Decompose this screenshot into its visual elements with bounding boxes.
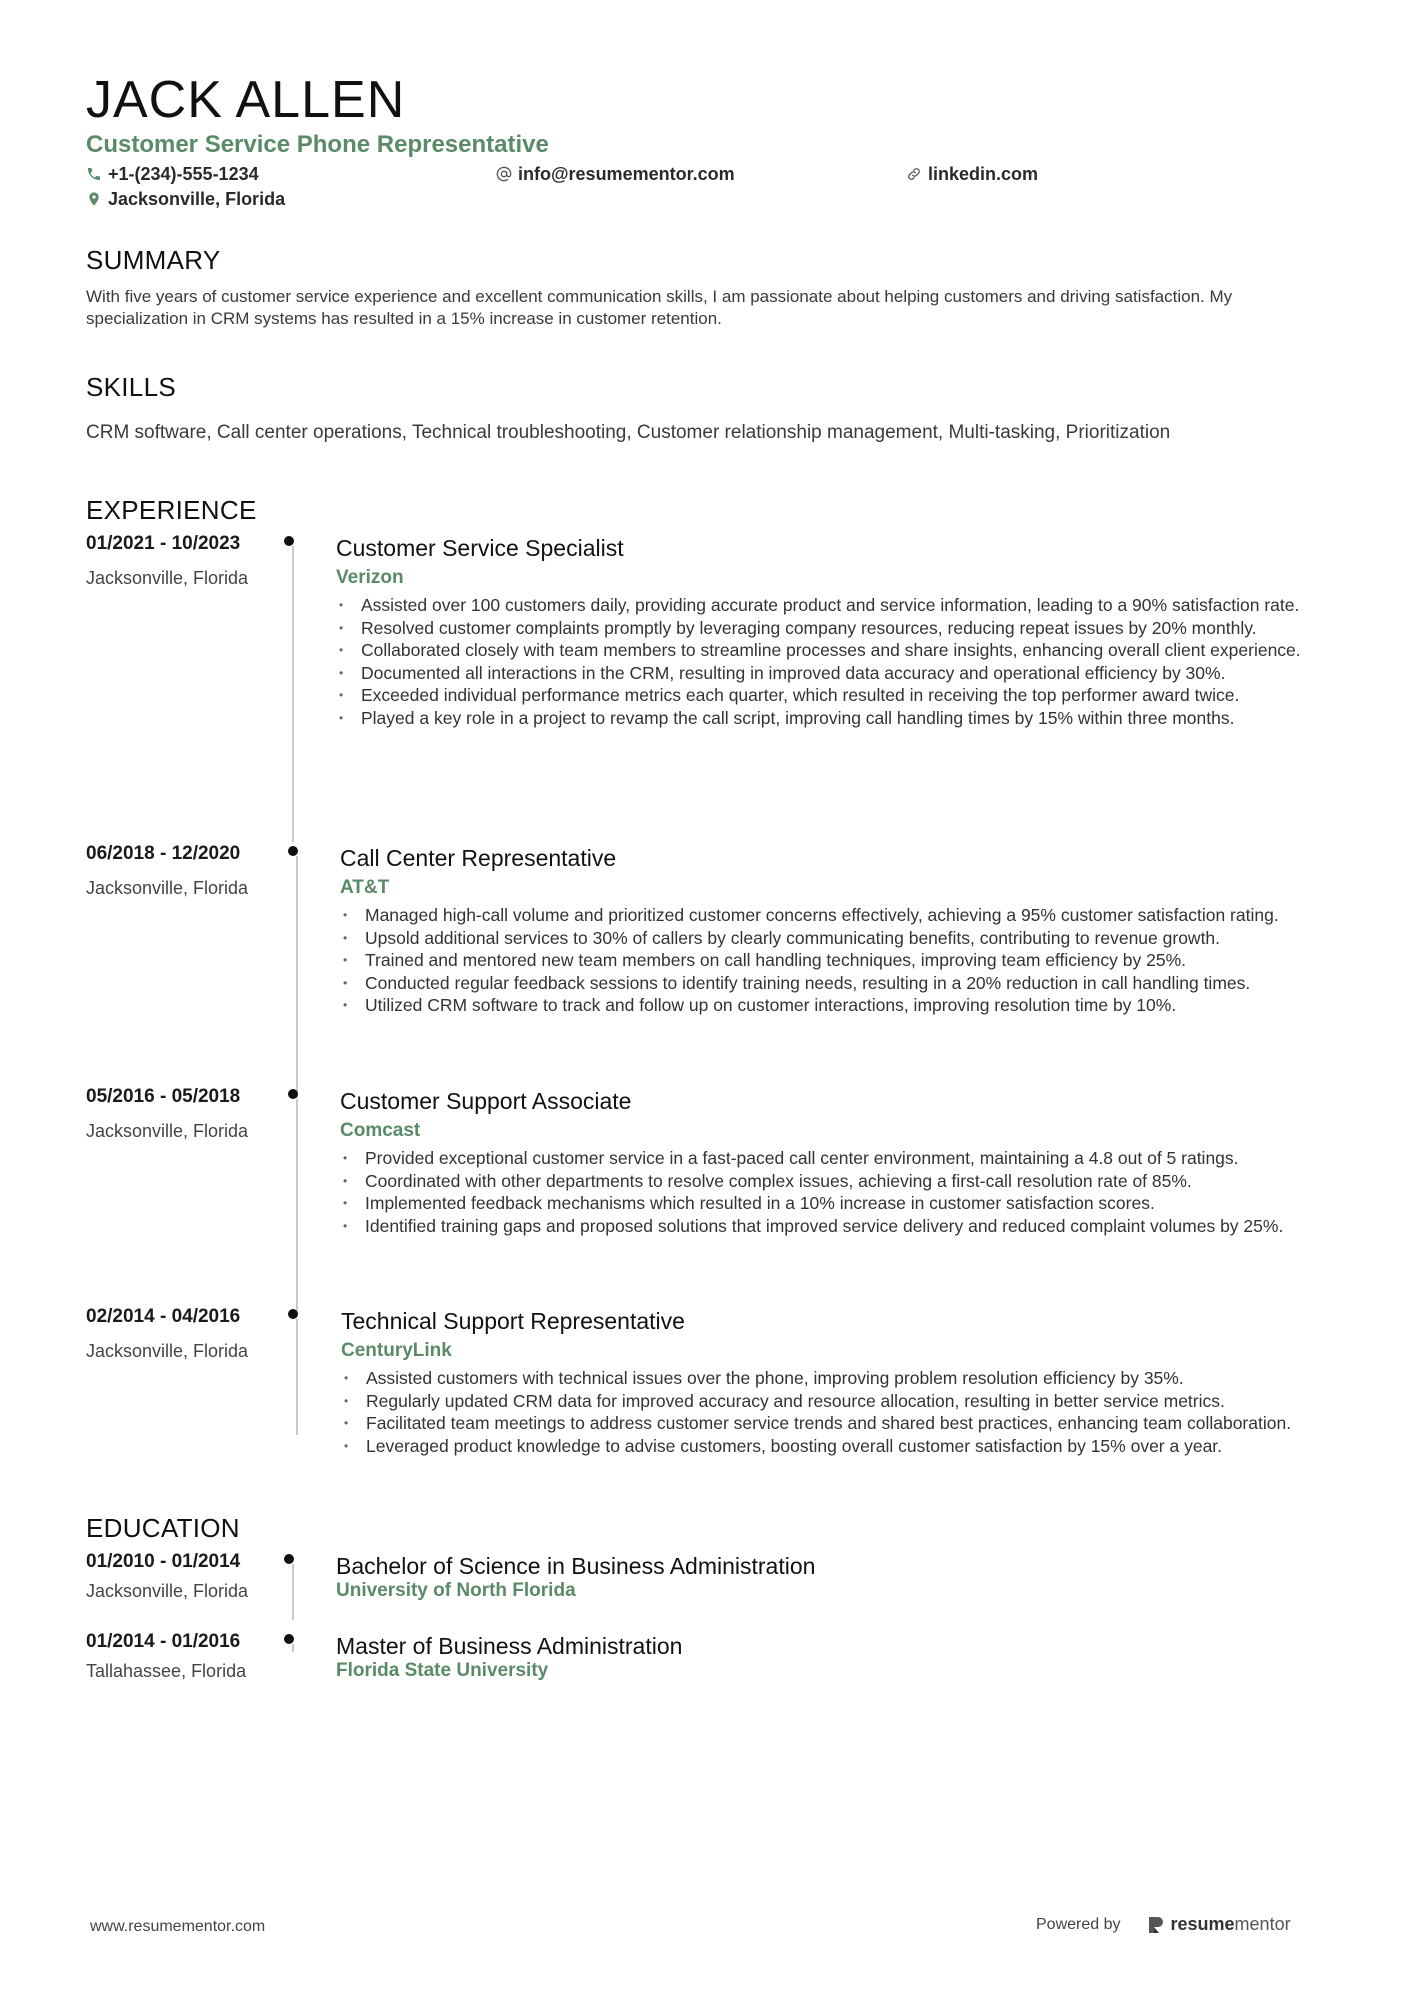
resume-page <box>86 70 1326 1681</box>
job-bullet: • Collaborated closely with team members to streamline processes and share insights, enhancing overall client experience. <box>332 639 1322 662</box>
job-bullets <box>336 904 1326 1017</box>
timeline-line <box>296 856 298 1098</box>
job-bullet: • Provided exceptional customer service in a fast-paced call center environment, maintaining a 4.8 out of 5 ratings. <box>336 1147 1326 1170</box>
summary-heading: SUMMARY <box>86 245 221 275</box>
phone-icon <box>86 166 102 182</box>
timeline-dot <box>288 1309 298 1319</box>
job-company: Comcast <box>340 1120 421 1141</box>
edu-school: Florida State University <box>336 1660 549 1681</box>
edu-degree: Bachelor of Science in Business Administration <box>336 1553 816 1579</box>
powered-by-text: Powered by <box>1036 1915 1121 1933</box>
link-icon <box>906 166 922 182</box>
job-bullet: • Facilitated team meetings to address customer service trends and shared best practices, enhancing team collaboration. <box>337 1412 1327 1435</box>
at-icon <box>496 166 512 182</box>
timeline-dot <box>284 1554 294 1564</box>
linkedin-text[interactable]: linkedin.com <box>928 164 1039 184</box>
edu-degree: Master of Business Administration <box>336 1633 683 1659</box>
job-dates: 05/2016 - 05/2018 <box>86 1086 241 1107</box>
job-location: Jacksonville, Florida <box>86 878 249 898</box>
experience-heading: EXPERIENCE <box>86 495 257 525</box>
summary-section <box>86 244 1326 330</box>
job-company: AT&T <box>340 877 390 898</box>
brand-bold: resume <box>1170 1914 1235 1934</box>
job-bullet: • Assisted customers with technical issues over the phone, improving problem resolution efficiency by 35%. <box>337 1367 1327 1390</box>
job-location: Jacksonville, Florida <box>86 568 249 588</box>
candidate-title: Customer Service Phone Representative <box>86 131 549 158</box>
edu-dates: 01/2014 - 01/2016 <box>86 1631 241 1652</box>
job-company: Verizon <box>336 567 404 588</box>
timeline-line <box>292 1644 294 1652</box>
job-role: Call Center Representative <box>340 845 617 871</box>
edu-school: University of North Florida <box>336 1580 576 1601</box>
job-role: Technical Support Representative <box>341 1308 685 1334</box>
contact-email[interactable] <box>496 162 735 186</box>
job-role: Customer Support Associate <box>340 1088 632 1114</box>
timeline-line <box>296 1319 298 1435</box>
job-bullets <box>332 594 1322 729</box>
skills-heading: SKILLS <box>86 372 176 402</box>
brand-light: mentor <box>1234 1914 1291 1934</box>
contact-phone <box>86 162 259 186</box>
job-bullet: • Trained and mentored new team members on call handling techniques, improving team efficiency by 25%. <box>336 949 1326 972</box>
skills-section <box>86 371 1326 445</box>
job-bullet: • Conducted regular feedback sessions to identify training needs, resulting in a 20% reduction in call handling times. <box>336 972 1326 995</box>
job-role: Customer Service Specialist <box>336 535 624 561</box>
timeline-line <box>292 546 294 842</box>
job-bullet: • Leveraged product knowledge to advise customers, boosting overall customer satisfaction by 15% over a year. <box>337 1435 1327 1458</box>
job-bullets <box>336 1147 1326 1237</box>
contact-linkedin[interactable] <box>906 162 1038 186</box>
timeline-line <box>292 1564 294 1620</box>
contact-info <box>86 162 1326 214</box>
job-company: CenturyLink <box>341 1340 452 1361</box>
job-bullet: • Utilized CRM software to track and follow up on customer interactions, improving resolution time by 10%. <box>336 994 1326 1017</box>
edu-dates: 01/2010 - 01/2014 <box>86 1551 241 1572</box>
job-bullet: • Regularly updated CRM data for improved accuracy and resource allocation, resulting in better service metrics. <box>337 1390 1327 1413</box>
job-bullet: • Upsold additional services to 30% of callers by clearly communicating benefits, contributing to revenue growth. <box>336 927 1326 950</box>
job-bullet: • Managed high-call volume and prioritized customer concerns effectively, achieving a 95% customer satisfaction rating. <box>336 904 1326 927</box>
education-heading: EDUCATION <box>86 1513 240 1543</box>
brand-logo[interactable] <box>1147 1914 1291 1935</box>
candidate-name: JACK ALLEN <box>86 71 406 129</box>
timeline-dot <box>284 1634 294 1644</box>
job-dates: 06/2018 - 12/2020 <box>86 843 241 864</box>
timeline-line <box>296 1099 298 1311</box>
resumementor-logo-icon <box>1147 1915 1165 1935</box>
job-bullet: • Assisted over 100 customers daily, providing accurate product and service information, leading to a 90% satisfaction rate. <box>332 594 1322 617</box>
timeline-dot <box>288 1089 298 1099</box>
job-bullet: • Exceeded individual performance metrics each quarter, which resulted in receiving the top performer award twice. <box>332 684 1322 707</box>
edu-location: Jacksonville, Florida <box>86 1581 249 1601</box>
skills-text: CRM software, Call center operations, Technical troubleshooting, Customer relationship management, Multi-tasking, Prioritization <box>86 422 1171 443</box>
job-bullet: • Documented all interactions in the CRM, resulting in improved data accuracy and operational efficiency by 30%. <box>332 662 1322 685</box>
job-bullet: • Implemented feedback mechanisms which resulted in a 10% increase in customer satisfaction scores. <box>336 1192 1326 1215</box>
footer-powered <box>1036 1914 1291 1935</box>
phone-text: +1-(234)-555-1234 <box>108 164 259 184</box>
timeline-dot <box>288 846 298 856</box>
footer-website[interactable]: www.resumementor.com <box>90 1918 266 1935</box>
contact-location <box>86 187 285 211</box>
location-text: Jacksonville, Florida <box>108 189 286 209</box>
job-bullet: • Coordinated with other departments to resolve complex issues, achieving a first-call resolution rate of 85%. <box>336 1170 1326 1193</box>
summary-text: With five years of customer service experience and excellent communication skills, I am passionate about helping customers and driving satisfaction. My specialization in CRM systems has resulted in a 15% increase in customer retention. <box>86 287 1233 328</box>
job-dates: 01/2021 - 10/2023 <box>86 533 241 554</box>
job-bullet: • Played a key role in a project to revamp the call script, improving call handling times by 15% within three months. <box>332 707 1322 730</box>
job-location: Jacksonville, Florida <box>86 1341 249 1361</box>
timeline-dot <box>284 536 294 546</box>
location-pin-icon <box>86 191 102 207</box>
edu-location: Tallahassee, Florida <box>86 1661 247 1681</box>
job-bullet: • Resolved customer complaints promptly by leveraging company resources, reducing repeat issues by 20% monthly. <box>332 617 1322 640</box>
job-location: Jacksonville, Florida <box>86 1121 249 1141</box>
email-text[interactable]: info@resumementor.com <box>518 164 735 184</box>
job-bullet: • Identified training gaps and proposed solutions that improved service delivery and reduced complaint volumes by 25%. <box>336 1215 1326 1238</box>
job-dates: 02/2014 - 04/2016 <box>86 1306 241 1327</box>
job-bullets <box>337 1367 1327 1457</box>
